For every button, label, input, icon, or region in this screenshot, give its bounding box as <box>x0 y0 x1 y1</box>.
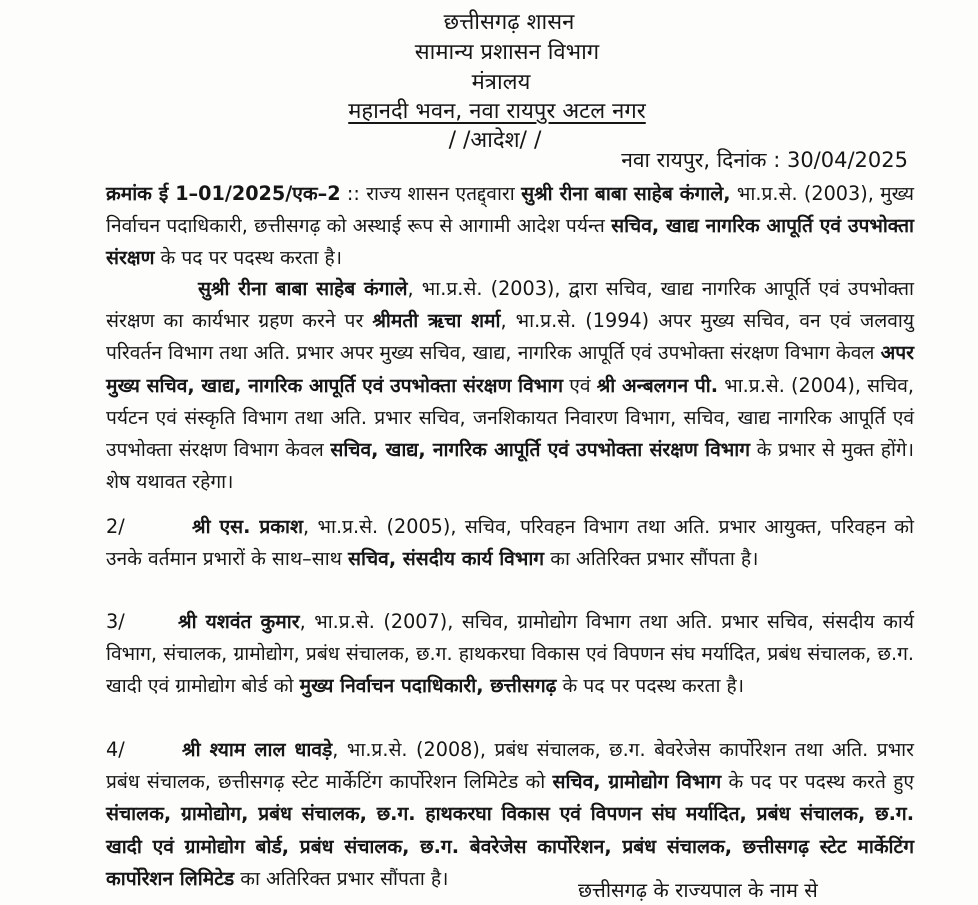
header-department: सामान्य प्रशासन विभाग <box>414 40 600 65</box>
header-address <box>8 97 978 127</box>
p3-text-2: के पद पर पदस्थ करता है। <box>556 674 744 698</box>
p1-text-3: एवं <box>563 373 597 397</box>
p4-bold-1: श्री श्याम लाल धावड़े <box>182 738 333 761</box>
p2-bold-1: श्री एस. प्रकाश <box>192 515 304 538</box>
p3-text-1: , भा.प्र.से. (2007), सचिव, ग्रामोद्योग विभाग तथा अति. प्रभार सचिव, संसदीय कार्य विभाग, संचालक, ग्रामोद्योग, प्रबंध संचालक, छ.ग. हाथकरघा विकास एवं विपणन संघ मर्यादित, प्रबंध संचालक, छ.ग. खादी एवं ग्रामोद्योग बोर्ड को <box>106 610 914 698</box>
p4-number: 4/ <box>106 738 125 761</box>
p1-text-2: , भा.प्र.से. (1994) अपर मुख्य सचिव, वन एवं जलवायु परिवर्तन विभाग तथा अति. प्रभार अपर मुख्य सचिव, खाद्य, नागरिक आपूर्ति एवं उपभोक्ता संरक्षण विभाग केवल <box>106 309 914 365</box>
header-address-text: महानदी भवन, नवा रायपुर अटल नगर <box>348 99 646 124</box>
signature-line: छत्तीसगढ़ के राज्यपाल के नाम से <box>578 878 818 902</box>
p2-number: 2/ <box>106 515 125 538</box>
p4-bold-3: संचालक, ग्रामोद्योग, प्रबंध संचालक, छ.ग. हाथकरघा विकास एवं विपणन संघ मर्यादित, प्रबंध संचालक, छ.ग. खादी एवं ग्रामोद्योग बोर्ड, प्रबंध संचालक, छ.ग. बेवरेजेस कार्पोरेशन, प्रबंध संचालक, छत्तीसगढ़ स्टेट मार्केटिंग कार्पोरेशन लिमिटेड <box>106 802 914 890</box>
p3-bold-1: श्री यशवंत कुमार <box>178 610 300 633</box>
header-government: छत्तीसगढ़ शासन <box>443 10 575 35</box>
p1-text-5: के प्रभार से मुक्त होंगे। शेष यथावत रहेगा। <box>106 438 915 494</box>
p0-bold-1: सुश्री रीना बाबा साहेब कंगाले, <box>521 182 731 205</box>
p4-text-3: का अतिरिक्त प्रभार सौंपता है। <box>234 866 449 890</box>
p1-bold-5: सचिव, खाद्य, नागरिक आपूर्ति एवं उपभोक्ता संरक्षण विभाग <box>330 438 751 462</box>
paragraph-2 <box>106 511 914 575</box>
p1-bold-2: श्रीमती ऋचा शर्मा <box>372 309 501 333</box>
p3-bold-2: मुख्य निर्वाचन पदाधिकारी, छत्तीसगढ़ <box>299 674 557 698</box>
p3-number: 3/ <box>106 610 125 633</box>
date-line: नवा रायपुर, दिनांक : 30/04/2025 <box>621 148 908 172</box>
header-ministry: मंत्रालय <box>471 70 531 95</box>
p0-text-1: :: राज्य शासन एतद्द्वारा <box>340 182 522 205</box>
paragraph-1 <box>106 178 914 275</box>
p1-text-1: , भा.प्र.से. (2003), द्वारा सचिव, खाद्य नागरिक आपूर्ति एवं उपभोक्ता संरक्षण का कार्यभार ग्रहण करने पर <box>106 277 914 333</box>
p1-bold-3: अपर मुख्य सचिव, खाद्य, नागरिक आपूर्ति एवं उपभोक्ता संरक्षण विभाग <box>106 341 914 397</box>
p1-bold-1: सुश्री रीना बाबा साहेब कंगाले <box>198 277 408 300</box>
header-order-title: / /आदेश/ / <box>448 128 542 153</box>
p0-bold-2: सचिव, खाद्य नागरिक आपूर्ति एवं उपभोक्ता संरक्षण <box>106 214 915 270</box>
p4-text-1: , भा.प्र.से. (2008), प्रबंध संचालक, छ.ग. बेवरेजेस कार्पोरेशन तथा अति. प्रभार प्रबंध संचालक, छत्तीसगढ़ स्टेट मार्केटिंग कार्पोरेशन लिमिटेड को <box>106 738 914 794</box>
p2-text-1: , भा.प्र.से. (2005), सचिव, परिवहन विभाग तथा अति. प्रभार आयुक्त, परिवहन को उनके वर्तमान प्रभारों के साथ–साथ <box>106 515 914 571</box>
paragraph-1-continued <box>106 273 914 498</box>
p4-bold-2: सचिव, ग्रामोद्योग विभाग <box>552 770 722 794</box>
order-reference: क्रमांक ई 1–01/2025/एक–2 <box>106 182 341 205</box>
p0-text-2: भा.प्र.से. (2003), मुख्य निर्वाचन पदाधिकारी, छत्तीसगढ़ को अस्थाई रूप से आगामी आदेश पर्यन्त <box>106 182 914 238</box>
p1-bold-4: श्री अन्बलगन पी. <box>596 373 719 397</box>
p2-bold-2: सचिव, संसदीय कार्य विभाग <box>348 547 545 571</box>
p0-text-3: के पद पर पदस्थ करता है। <box>154 246 342 270</box>
paragraph-4 <box>106 734 914 895</box>
p1-text-4: भा.प्र.से. (2004), सचिव, पर्यटन एवं संस्कृति विभाग तथा अति. प्रभार सचिव, जनशिकायत निवारण विभाग, सचिव, खाद्य नागरिक आपूर्ति एवं उपभोक्ता संरक्षण विभाग केवल <box>106 373 915 462</box>
p2-text-2: का अतिरिक्त प्रभार सौंपता है। <box>544 547 759 571</box>
p4-text-2: के पद पर पदस्थ करते हुए <box>721 770 914 794</box>
paragraph-3 <box>106 606 914 703</box>
